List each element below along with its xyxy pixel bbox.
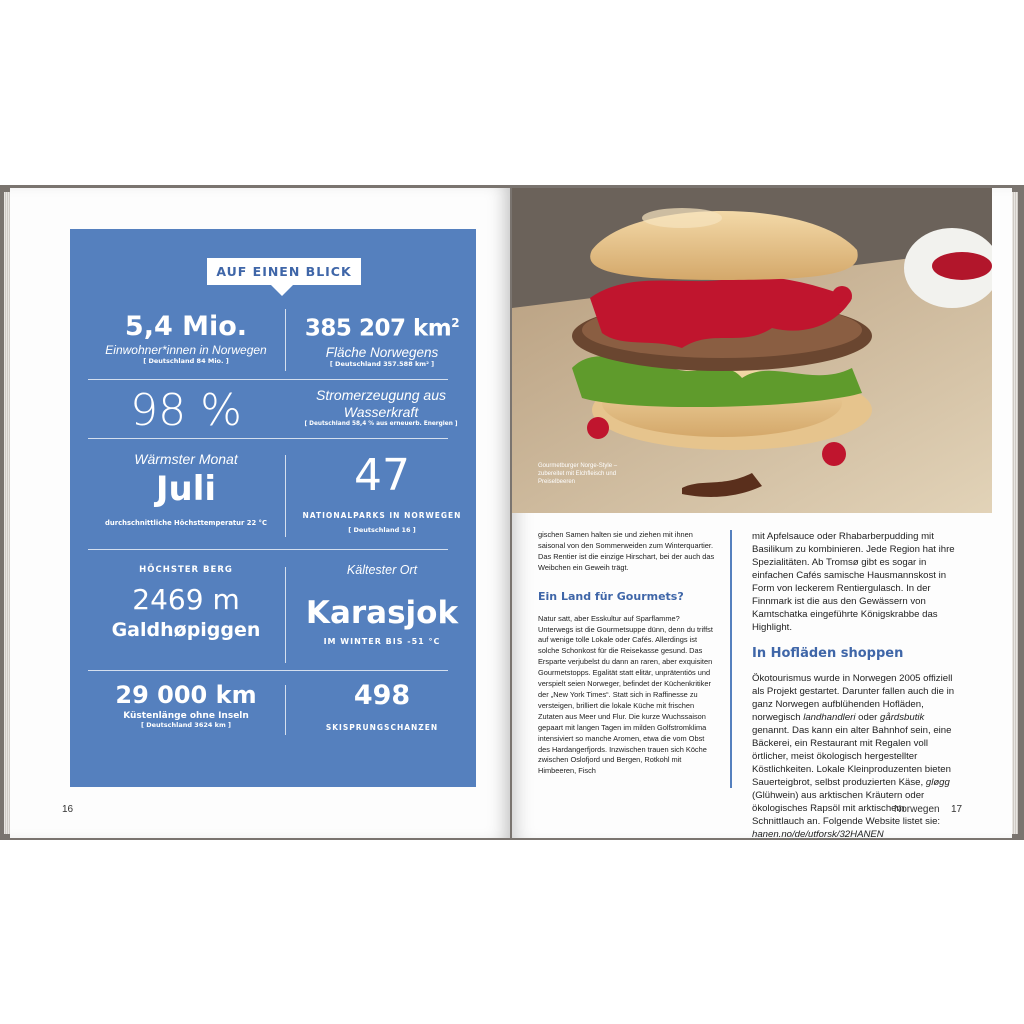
running-head: Norwegen [894, 804, 940, 815]
warmest-note: durchschnittliche Höchsttemperatur 22 °C [105, 519, 267, 527]
fact-parks [288, 447, 476, 534]
fact-area [288, 307, 476, 368]
coast-value: 29 000 km [115, 681, 257, 709]
divider-horizontal-3 [88, 549, 448, 550]
column-2-body-text-1: Ökotourismus wurde in Norwegen 2005 offiziell als Projekt gestartet. Darunter fallen auch die in ganz Norwegen aufblühenden Hofläden, norwegisch [752, 673, 955, 723]
warmest-value: Juli [155, 469, 217, 509]
coast-label: Küstenlänge ohne Inseln [123, 711, 249, 721]
divider-vertical-4 [285, 685, 286, 735]
area-value: 385 207 km [304, 315, 452, 342]
mountain-value: 2469 m [132, 583, 240, 616]
area-label: Fläche Norwegens [325, 344, 439, 360]
coast-note: [ Deutschland 3624 km ] [141, 721, 231, 729]
area-superscript: 2 [451, 316, 460, 330]
page-number-right: 17 [951, 804, 963, 815]
hydro-label: Stromerzeugung aus Wasserkraft [316, 387, 446, 420]
term-gardsbutik: gårdsbutik [880, 712, 925, 723]
column-1-heading: Ein Land für Gourmets? [538, 589, 684, 603]
ski-value: 498 [353, 680, 411, 711]
text-column-2 [752, 530, 958, 841]
parks-note: [ Deutschland 16 ] [348, 526, 416, 534]
term-glogg: gløgg [925, 777, 950, 788]
coldest-title: Kältester Ort [346, 563, 418, 577]
fact-coldest [288, 563, 476, 646]
fact-coast [88, 679, 284, 729]
column-1-body: Natur satt, aber Esskultur auf Sparflamme? Unterwegs ist die Gourmetsuppe dünn, denn du triffst auf wenige tolle Lokale oder Cafés. Allerdings ist solche Schonkost für die Reisekasse gesund. Das Ersparte verjubelst du dann an raren, aber exquisiten Gourmetstopps. Egalität statt elitär, unprätentiös und verspielt seien Norweger, befindet der Küchenkritiker der „New York Times“. Statt sich in Raffinesse zu versteigen, brilliert die lokale Küche mit frischen Zutaten aus Meer und Flur. Die kurze Wuchssaison gepaart mit langen Tagen im milden Golfstromklima intensiviert so manche Aromen, etwa die vom Obst des Hardangerfjords. Inzwischen trauen sich Köche zwischen Oslofjord und Bergen, Rotkohl mit Himbeeren, Fisch [538, 613, 713, 776]
column-2-body [752, 672, 958, 841]
column-2-body-text-2: oder [855, 712, 881, 723]
text-column-1 [538, 530, 716, 777]
info-panel [70, 229, 476, 787]
fact-population [88, 311, 284, 365]
page-number-left: 16 [62, 804, 74, 815]
area-note: [ Deutschland 357.588 km² ] [329, 359, 435, 368]
fact-ski [288, 677, 476, 732]
population-label: Einwohner*innen in Norwegen [105, 343, 267, 357]
mountain-title: HÖCHSTER BERG [139, 565, 233, 575]
hydro-value: 98 % [130, 385, 242, 436]
photo-caption: Gourmetburger Norge-Style – zubereitet mit Elchfleisch und Preiselbeeren [538, 463, 618, 485]
divider-vertical-1 [285, 309, 286, 371]
column-1-intro: gischen Samen halten sie und ziehen mit ihnen saisonal von den Sommerweiden zum Winterquartier. Das Rentier ist die einzige Hirschart, bei der auch das Weibchen ein Geweih trägt. [538, 530, 715, 572]
coldest-note: IM WINTER BIS -51 °C [323, 637, 441, 646]
population-value: 5,4 Mio. [124, 311, 248, 342]
term-landhandleri: landhandleri [803, 712, 856, 723]
population-note: [ Deutschland 84 Mio. ] [143, 357, 229, 365]
ski-label: SKISPRUNGSCHANZEN [325, 723, 439, 732]
divider-horizontal-4 [88, 670, 448, 671]
column-2-body-text-4: (Glühwein) aus arktischen Kräutern oder ökologisches Rapsöl mit arktischem Schnittlauch an. Folgende Website listet sie: [752, 790, 941, 827]
divider-vertical-2 [285, 455, 286, 537]
column-2-intro: mit Apfelsauce oder Rhabarberpudding mit Basilikum zu kombinieren. Jede Region hat ihre Spezialitäten. Ab Tromsø gibt es sogar in einfachen Cafés samische Hausmannskost in Form von leckerem Rentiergulasch. In der Finnmark ist die aus den Gewässern von Kamtschatka eingeführte Königskrabbe das Highlight. [752, 531, 955, 633]
mountain-name: Galdhøpiggen [111, 619, 261, 641]
fact-hydro [296, 387, 466, 427]
column-2-heading: In Hofläden shoppen [752, 646, 904, 661]
parks-value: 47 [354, 450, 410, 501]
banner-pointer [271, 285, 293, 296]
column-2-body-text-3: genannt. Das kann ein alter Bahnhof sein, eine Bäckerei, ein Restaurant mit Regalen voll örtlicher, meist ökologisch hergestellter Köstlichkeiten. Lokale Kleinproduzenten bieten Sauerteigbrot, selbst produzierten Käse, [752, 725, 952, 788]
fact-mountain [88, 565, 284, 641]
divider-vertical-3 [285, 567, 286, 663]
divider-horizontal-1 [88, 379, 448, 380]
hydro-note: [ Deutschland 58,4 % aus erneuerb. Energien ] [304, 421, 458, 427]
divider-horizontal-2 [88, 438, 448, 439]
website-reference: hanen.no/de/utforsk/32HANEN [752, 829, 884, 840]
panel-banner: AUF EINEN BLICK [207, 258, 361, 285]
warmest-title: Wärmster Monat [134, 451, 238, 467]
parks-label: NATIONALPARKS IN NORWEGEN [302, 511, 462, 520]
column-divider [730, 530, 732, 788]
coldest-value: Karasjok [305, 595, 459, 631]
fact-warmest [88, 451, 284, 527]
